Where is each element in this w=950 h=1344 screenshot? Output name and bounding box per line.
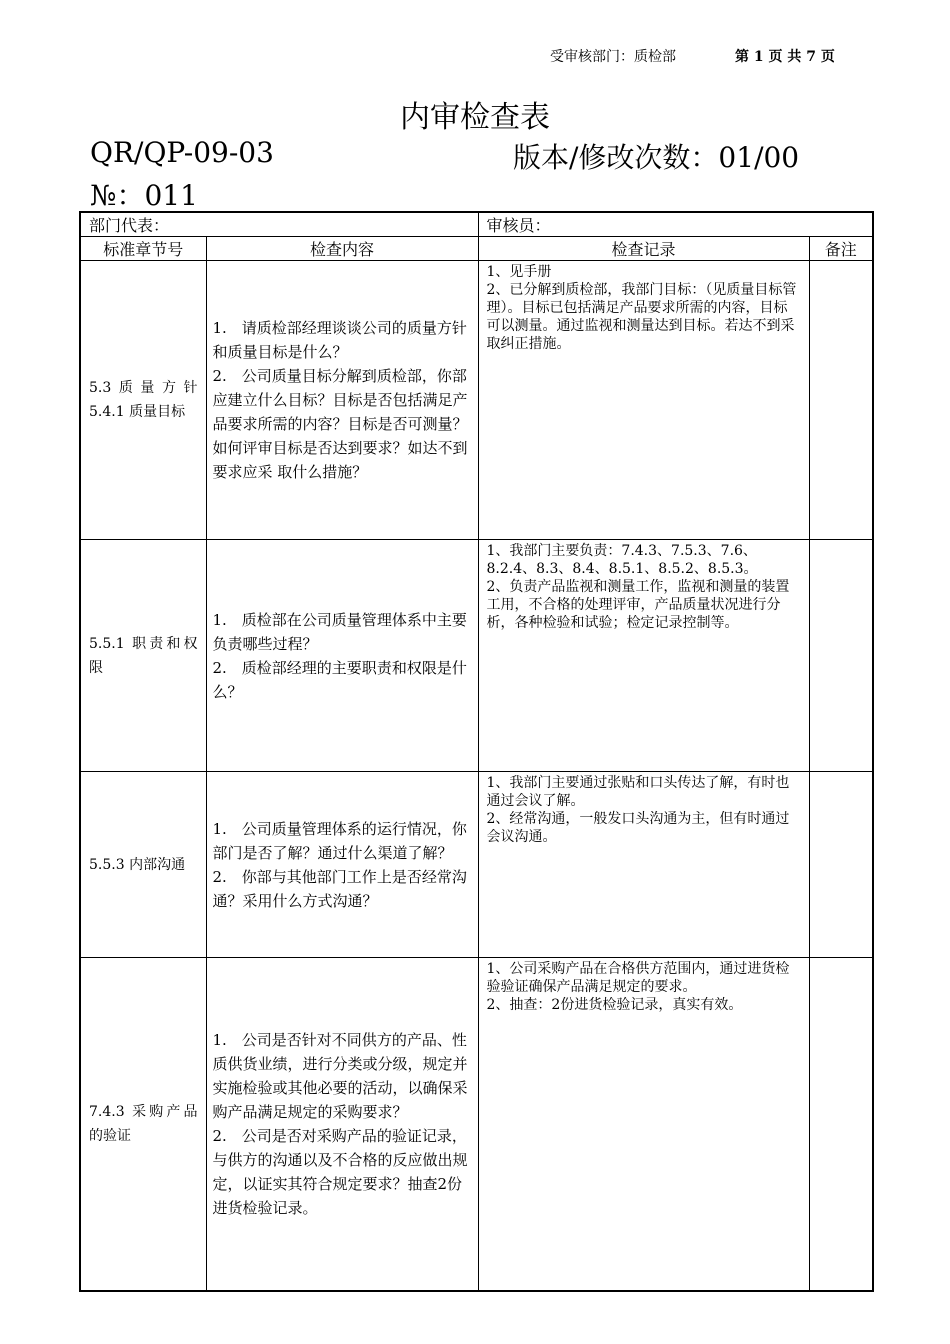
row-record [478,540,809,772]
dept-rep-label: 部门代表： [80,212,478,237]
content-item: 1. 公司质量管理体系的运行情况，你部门是否了解？通过什么渠道了解？ [212,819,467,862]
record-item: 1、我部门主要负责：7.4.3、7.5.3、7.6、8.2.4、8.3、8.4、8.5.1、8.5.2、8.5.3。 [486,543,758,577]
audited-department: 受审核部门：质检部 [550,49,676,65]
content-item: 2. 质检部经理的主要职责和权限是什么？ [212,658,467,701]
auditor-label: 审核员： [478,212,873,237]
record-item: 1、见手册 [486,264,552,280]
row-content [206,772,478,958]
row-record [478,772,809,958]
column-header-clause: 标准章节号 [80,237,206,261]
row-note [809,958,873,1292]
page-indicator: 第 1 页 共 7 页 [735,49,835,65]
content-item: 1. 质检部在公司质量管理体系中主要负责哪些过程？ [212,610,467,653]
record-item: 2、负责产品监视和测量工作，监视和测量的装置工用，不合格的处理评审，产品质量状况进行分析，各种检验和试验；检定记录控制等。 [486,579,790,631]
row-content [206,540,478,772]
row-content [206,958,478,1292]
content-item: 1. 请质检部经理谈谈公司的质量方针和质量目标是什么？ [212,319,467,361]
serial-number: №：011 [90,179,198,212]
version-revision: 版本/修改次数：01/00 [513,141,800,174]
row-clause: 7.4.3 采购产品的验证 [80,958,206,1292]
content-item: 1. 公司是否针对不同供方的产品、性质供货业绩，进行分类或分级，规定并实施检验或其他必要的活动，以确保采购产品满足规定的采购要求？ [212,1031,468,1121]
record-item: 1、公司采购产品在合格供方范围内，通过进货检验验证确保产品满足规定的要求。 [486,961,790,995]
record-item: 1、我部门主要通过张贴和口头传达了解，有时也通过会议了解。 [486,775,790,809]
row-note [809,772,873,958]
row-content [206,261,478,540]
content-item: 2. 你部与其他部门工作上是否经常沟通？采用什么方式沟通？ [212,867,467,910]
row-record [478,261,809,540]
table-header-row [80,212,873,237]
table-row [80,540,873,772]
content-item: 2. 公司是否对采购产品的验证记录，与供方的沟通以及不合格的反应做出规定，以证实其符合规定要求？抽查2份进货检验记录。 [212,1127,468,1217]
row-record [478,958,809,1292]
record-item: 2、经常沟通，一般发口头沟通为主，但有时通过会议沟通。 [486,811,790,845]
content-item: 2. 公司质量目标分解到质检部，你部应建立什么目标？目标是否包括满足产品要求所需的内容？目标是否可测量？如何评审目标是否达到要求？如达不到要求应采 取什么措施？ [212,367,468,481]
document-title: 内审检查表 [400,100,550,135]
row-clause: 5.5.3 内部沟通 [80,772,206,958]
column-header-record: 检查记录 [478,237,809,261]
record-item: 2、已分解到质检部，我部门目标：（见质量目标管理）。目标已包括满足产品要求所需的内容，目标可以测量。通过监视和测量达到目标。若达不到采取纠正措施。 [486,282,797,352]
row-clause: 5.5.1 职责和权限 [80,540,206,772]
row-note [809,261,873,540]
record-item: 2、抽查：2份进货检验记录，真实有效。 [486,997,743,1013]
row-clause: 5.3质量方针 5.4.1 质量目标 [80,261,206,540]
table-row [80,772,873,958]
row-note [809,540,873,772]
table-row [80,958,873,1292]
document-number: QR/QP-09-03 [90,136,274,169]
column-header-row [80,237,873,261]
column-header-note: 备注 [809,237,873,261]
audit-checklist-table [79,211,874,1292]
column-header-content: 检查内容 [206,237,478,261]
table-row [80,261,873,540]
